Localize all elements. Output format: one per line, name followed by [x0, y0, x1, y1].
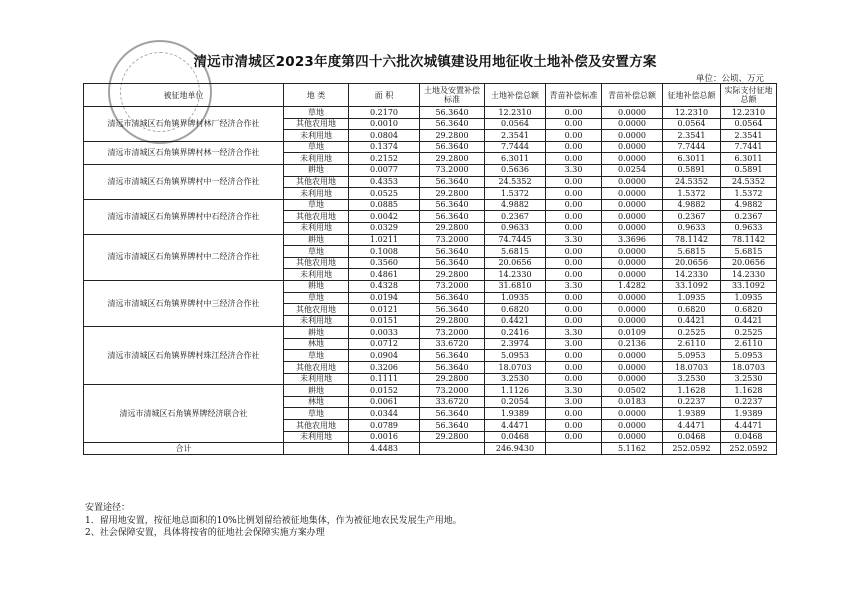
value-cell: 3.3696 [602, 234, 663, 246]
value-cell: 0.00 [546, 373, 602, 385]
value-cell: 0.0183 [602, 396, 663, 408]
value-cell: 0.0502 [602, 385, 663, 397]
value-cell: 20.0656 [721, 257, 777, 269]
value-cell: 29.2800 [420, 431, 485, 443]
value-cell: 0.2054 [485, 396, 546, 408]
value-cell: 14.2330 [663, 269, 721, 281]
value-cell: 0.00 [546, 107, 602, 119]
value-cell: 0.0010 [349, 118, 420, 130]
value-cell: 0.0000 [602, 350, 663, 362]
value-cell: 0.2237 [663, 396, 721, 408]
value-cell: 6.3011 [663, 153, 721, 165]
value-cell: 56.3640 [420, 211, 485, 223]
value-cell: 0.0121 [349, 304, 420, 316]
value-cell: 0.00 [546, 362, 602, 374]
value-cell: 0.0077 [349, 164, 420, 176]
value-cell: 56.3640 [420, 257, 485, 269]
value-cell: 2.3541 [721, 130, 777, 142]
value-cell: 0.00 [546, 292, 602, 304]
value-cell: 29.2800 [420, 269, 485, 281]
value-cell: 78.1142 [663, 234, 721, 246]
land-type-cell: 未利用地 [284, 315, 349, 327]
value-cell: 0.0109 [602, 327, 663, 339]
value-cell: 3.2530 [721, 373, 777, 385]
value-cell: 0.0000 [602, 199, 663, 211]
value-cell: 0.0789 [349, 420, 420, 432]
total-row [84, 443, 777, 455]
unit-name-cell: 清远市清城区石角镇界牌村林厂经济合作社 [84, 107, 284, 142]
land-type-cell: 未利用地 [284, 373, 349, 385]
value-cell: 7.7444 [485, 141, 546, 153]
value-cell: 33.1092 [721, 280, 777, 292]
unit-name-cell: 清远市清城区石角镇界牌村珠江经济合作社 [84, 327, 284, 385]
value-cell: 0.2525 [721, 327, 777, 339]
unit-name-cell: 清远市清城区石角镇界牌村中二经济合作社 [84, 234, 284, 280]
value-cell: 3.00 [546, 338, 602, 350]
compensation-table [83, 83, 777, 455]
notes [85, 502, 462, 540]
land-type-cell: 耕地 [284, 280, 349, 292]
value-cell: 3.30 [546, 280, 602, 292]
value-cell: 0.9633 [721, 222, 777, 234]
land-type-cell: 其他农用地 [284, 257, 349, 269]
land-type-cell: 未利用地 [284, 269, 349, 281]
total-crop-comp: 5.1162 [602, 443, 663, 455]
value-cell: 0.0000 [602, 408, 663, 420]
value-cell: 7.7441 [721, 141, 777, 153]
land-type-cell: 耕地 [284, 164, 349, 176]
value-cell: 0.0000 [602, 141, 663, 153]
value-cell: 0.00 [546, 188, 602, 200]
value-cell: 0.4421 [485, 315, 546, 327]
value-cell: 0.00 [546, 153, 602, 165]
value-cell: 29.2800 [420, 130, 485, 142]
header-row [84, 84, 777, 107]
value-cell: 0.0000 [602, 153, 663, 165]
value-cell: 33.1092 [663, 280, 721, 292]
note-item: 2、社会保障安置，具体将按省的征地社会保障实施方案办理 [85, 528, 325, 539]
value-cell: 3.2530 [663, 373, 721, 385]
value-cell: 5.0953 [663, 350, 721, 362]
value-cell: 56.3640 [420, 408, 485, 420]
value-cell: 0.0000 [602, 373, 663, 385]
value-cell: 0.0000 [602, 176, 663, 188]
land-type-cell: 草地 [284, 292, 349, 304]
total-blank [420, 443, 485, 455]
land-type-cell: 其他农用地 [284, 420, 349, 432]
value-cell: 14.2330 [485, 269, 546, 281]
value-cell: 0.2416 [485, 327, 546, 339]
value-cell: 0.4861 [349, 269, 420, 281]
value-cell: 0.0329 [349, 222, 420, 234]
land-type-cell: 草地 [284, 246, 349, 258]
value-cell: 0.00 [546, 222, 602, 234]
value-cell: 29.2800 [420, 373, 485, 385]
col-header: 面 积 [349, 84, 420, 107]
value-cell: 4.4471 [721, 420, 777, 432]
value-cell: 0.4421 [663, 315, 721, 327]
value-cell: 5.0953 [485, 350, 546, 362]
notes-heading: 安置途径： [85, 503, 131, 513]
value-cell: 0.0061 [349, 396, 420, 408]
value-cell: 0.5891 [663, 164, 721, 176]
value-cell: 4.4471 [485, 420, 546, 432]
value-cell: 73.2000 [420, 234, 485, 246]
value-cell: 0.0000 [602, 420, 663, 432]
value-cell: 56.3640 [420, 246, 485, 258]
value-cell: 1.1628 [721, 385, 777, 397]
value-cell: 0.2136 [602, 338, 663, 350]
value-cell: 0.00 [546, 141, 602, 153]
value-cell: 0.0000 [602, 362, 663, 374]
land-type-cell: 未利用地 [284, 431, 349, 443]
value-cell: 0.00 [546, 211, 602, 223]
value-cell: 18.0703 [663, 362, 721, 374]
value-cell: 0.0000 [602, 222, 663, 234]
value-cell: 12.2310 [721, 107, 777, 119]
col-header: 青苗补偿标准 [546, 84, 602, 107]
value-cell: 14.2330 [721, 269, 777, 281]
value-cell: 73.2000 [420, 327, 485, 339]
value-cell: 0.0254 [602, 164, 663, 176]
land-type-cell: 未利用地 [284, 222, 349, 234]
value-cell: 56.3640 [420, 304, 485, 316]
value-cell: 0.00 [546, 408, 602, 420]
value-cell: 0.00 [546, 257, 602, 269]
value-cell: 12.2310 [663, 107, 721, 119]
value-cell: 0.6820 [721, 304, 777, 316]
document-title: 清远市清城区2023年度第四十六批次城镇建设用地征收土地补偿及安置方案 [193, 54, 657, 70]
land-type-cell: 其他农用地 [284, 362, 349, 374]
value-cell: 0.2367 [485, 211, 546, 223]
value-cell: 0.9633 [663, 222, 721, 234]
table-row [84, 107, 777, 119]
col-header: 土地补偿总额 [485, 84, 546, 107]
total-area: 4.4483 [349, 443, 420, 455]
value-cell: 1.5372 [485, 188, 546, 200]
value-cell: 0.0564 [721, 118, 777, 130]
value-cell: 73.2000 [420, 280, 485, 292]
value-cell: 2.6110 [721, 338, 777, 350]
col-header: 地 类 [284, 84, 349, 107]
value-cell: 0.0000 [602, 118, 663, 130]
value-cell: 0.0194 [349, 292, 420, 304]
value-cell: 0.1008 [349, 246, 420, 258]
value-cell: 0.6820 [485, 304, 546, 316]
value-cell: 0.0152 [349, 385, 420, 397]
value-cell: 2.3541 [485, 130, 546, 142]
value-cell: 5.6815 [485, 246, 546, 258]
value-cell: 56.3640 [420, 107, 485, 119]
value-cell: 0.0000 [602, 431, 663, 443]
value-cell: 0.0564 [663, 118, 721, 130]
value-cell: 0.0904 [349, 350, 420, 362]
land-type-cell: 草地 [284, 107, 349, 119]
value-cell: 1.9389 [721, 408, 777, 420]
value-cell: 24.5352 [485, 176, 546, 188]
land-type-cell: 草地 [284, 350, 349, 362]
note-item: 1．留用地安置，按征地总面积的10%比例划留给被征地集体，作为被征地农民发展生产用地。 [85, 515, 462, 526]
land-type-cell: 耕地 [284, 327, 349, 339]
value-cell: 74.7445 [485, 234, 546, 246]
value-cell: 56.3640 [420, 350, 485, 362]
value-cell: 0.00 [546, 304, 602, 316]
value-cell: 0.0151 [349, 315, 420, 327]
land-type-cell: 其他农用地 [284, 176, 349, 188]
unit-name-cell: 清远市清城区石角镇界牌村中一经济合作社 [84, 164, 284, 199]
land-type-cell: 未利用地 [284, 153, 349, 165]
value-cell: 0.00 [546, 269, 602, 281]
value-cell: 56.3640 [420, 141, 485, 153]
value-cell: 1.0935 [485, 292, 546, 304]
value-cell: 0.0564 [485, 118, 546, 130]
value-cell: 24.5352 [721, 176, 777, 188]
table-row [84, 234, 777, 246]
value-cell: 18.0703 [721, 362, 777, 374]
value-cell: 0.0042 [349, 211, 420, 223]
land-type-cell: 未利用地 [284, 188, 349, 200]
value-cell: 1.5372 [721, 188, 777, 200]
total-blank [546, 443, 602, 455]
value-cell: 56.3640 [420, 176, 485, 188]
value-cell: 0.0000 [602, 211, 663, 223]
value-cell: 56.3640 [420, 292, 485, 304]
land-type-cell: 其他农用地 [284, 118, 349, 130]
table-row [84, 280, 777, 292]
value-cell: 3.00 [546, 396, 602, 408]
value-cell: 29.2800 [420, 153, 485, 165]
value-cell: 0.00 [546, 176, 602, 188]
unit-name-cell: 清远市清城区石角镇界牌村中石经济合作社 [84, 199, 284, 234]
value-cell: 0.4353 [349, 176, 420, 188]
col-header: 实际支付征地总额 [721, 84, 777, 107]
land-type-cell: 草地 [284, 408, 349, 420]
land-type-cell: 林地 [284, 338, 349, 350]
col-header: 青苗补偿总额 [602, 84, 663, 107]
value-cell: 6.3011 [485, 153, 546, 165]
value-cell: 0.00 [546, 350, 602, 362]
value-cell: 3.30 [546, 164, 602, 176]
value-cell: 0.1374 [349, 141, 420, 153]
value-cell: 0.0000 [602, 269, 663, 281]
value-cell: 20.0656 [663, 257, 721, 269]
value-cell: 0.9633 [485, 222, 546, 234]
table-row [84, 385, 777, 397]
value-cell: 0.0804 [349, 130, 420, 142]
value-cell: 5.6815 [663, 246, 721, 258]
total-label: 合计 [84, 443, 284, 455]
value-cell: 0.5891 [721, 164, 777, 176]
value-cell: 2.3974 [485, 338, 546, 350]
value-cell: 0.3560 [349, 257, 420, 269]
value-cell: 0.2170 [349, 107, 420, 119]
col-header: 被征地单位 [84, 84, 284, 107]
value-cell: 0.0000 [602, 188, 663, 200]
value-cell: 1.1628 [663, 385, 721, 397]
unit-label: 单位：公顷、万元 [695, 74, 764, 84]
value-cell: 0.2525 [663, 327, 721, 339]
col-header: 征地补偿总额 [663, 84, 721, 107]
land-type-cell: 耕地 [284, 234, 349, 246]
value-cell: 1.9389 [663, 408, 721, 420]
col-header: 土地及安置补偿标准 [420, 84, 485, 107]
land-type-cell: 草地 [284, 199, 349, 211]
value-cell: 56.3640 [420, 199, 485, 211]
land-type-cell: 草地 [284, 141, 349, 153]
value-cell: 0.00 [546, 420, 602, 432]
unit-name-cell: 清远市清城区石角镇界牌村林一经济合作社 [84, 141, 284, 164]
value-cell: 56.3640 [420, 362, 485, 374]
value-cell: 33.6720 [420, 396, 485, 408]
value-cell: 0.0000 [602, 107, 663, 119]
value-cell: 29.2800 [420, 188, 485, 200]
value-cell: 1.1126 [485, 385, 546, 397]
value-cell: 0.5636 [485, 164, 546, 176]
value-cell: 20.0656 [485, 257, 546, 269]
value-cell: 0.0000 [602, 257, 663, 269]
value-cell: 5.0953 [721, 350, 777, 362]
value-cell: 0.2367 [721, 211, 777, 223]
value-cell: 2.3541 [663, 130, 721, 142]
value-cell: 31.6810 [485, 280, 546, 292]
value-cell: 0.00 [546, 130, 602, 142]
value-cell: 0.0000 [602, 304, 663, 316]
value-cell: 0.4421 [721, 315, 777, 327]
value-cell: 56.3640 [420, 420, 485, 432]
table-row [84, 141, 777, 153]
value-cell: 2.6110 [663, 338, 721, 350]
unit-name-cell: 清远市清城区石角镇界牌村中三经济合作社 [84, 280, 284, 326]
value-cell: 0.3206 [349, 362, 420, 374]
value-cell: 0.6820 [663, 304, 721, 316]
value-cell: 0.00 [546, 118, 602, 130]
value-cell: 0.0468 [485, 431, 546, 443]
value-cell: 78.1142 [721, 234, 777, 246]
value-cell: 29.2800 [420, 315, 485, 327]
value-cell: 73.2000 [420, 385, 485, 397]
table-row [84, 199, 777, 211]
value-cell: 29.2800 [420, 222, 485, 234]
value-cell: 1.4282 [602, 280, 663, 292]
value-cell: 4.9882 [721, 199, 777, 211]
value-cell: 0.0000 [602, 315, 663, 327]
table-row [84, 327, 777, 339]
land-type-cell: 其他农用地 [284, 304, 349, 316]
value-cell: 56.3640 [420, 118, 485, 130]
value-cell: 6.3011 [721, 153, 777, 165]
value-cell: 18.0703 [485, 362, 546, 374]
value-cell: 7.7444 [663, 141, 721, 153]
value-cell: 0.2367 [663, 211, 721, 223]
total-land-comp: 246.9430 [485, 443, 546, 455]
value-cell: 0.00 [546, 431, 602, 443]
value-cell: 4.4471 [663, 420, 721, 432]
value-cell: 0.0712 [349, 338, 420, 350]
value-cell: 1.0935 [721, 292, 777, 304]
value-cell: 3.30 [546, 385, 602, 397]
value-cell: 0.00 [546, 315, 602, 327]
value-cell: 24.5352 [663, 176, 721, 188]
value-cell: 0.0344 [349, 408, 420, 420]
total-actual: 252.0592 [721, 443, 777, 455]
value-cell: 73.2000 [420, 164, 485, 176]
total-comp: 252.0592 [663, 443, 721, 455]
value-cell: 0.2237 [721, 396, 777, 408]
value-cell: 0.0468 [663, 431, 721, 443]
value-cell: 0.0000 [602, 246, 663, 258]
value-cell: 1.9389 [485, 408, 546, 420]
value-cell: 0.0016 [349, 431, 420, 443]
value-cell: 0.0000 [602, 130, 663, 142]
value-cell: 0.00 [546, 199, 602, 211]
value-cell: 3.30 [546, 234, 602, 246]
value-cell: 0.0468 [721, 431, 777, 443]
land-type-cell: 林地 [284, 396, 349, 408]
value-cell: 0.2152 [349, 153, 420, 165]
unit-name-cell: 清远市清城区石角镇界牌经济联合社 [84, 385, 284, 443]
value-cell: 0.1111 [349, 373, 420, 385]
value-cell: 1.0211 [349, 234, 420, 246]
value-cell: 0.0525 [349, 188, 420, 200]
value-cell: 0.4328 [349, 280, 420, 292]
total-blank [284, 443, 349, 455]
value-cell: 33.6720 [420, 338, 485, 350]
land-type-cell: 其他农用地 [284, 211, 349, 223]
value-cell: 1.0935 [663, 292, 721, 304]
value-cell: 5.6815 [721, 246, 777, 258]
value-cell: 3.30 [546, 327, 602, 339]
value-cell: 4.9882 [485, 199, 546, 211]
value-cell: 3.2530 [485, 373, 546, 385]
value-cell: 0.0033 [349, 327, 420, 339]
value-cell: 0.0885 [349, 199, 420, 211]
value-cell: 1.5372 [663, 188, 721, 200]
table-row [84, 164, 777, 176]
land-type-cell: 未利用地 [284, 130, 349, 142]
land-type-cell: 耕地 [284, 385, 349, 397]
value-cell: 12.2310 [485, 107, 546, 119]
value-cell: 4.9882 [663, 199, 721, 211]
value-cell: 0.0000 [602, 292, 663, 304]
value-cell: 0.00 [546, 246, 602, 258]
